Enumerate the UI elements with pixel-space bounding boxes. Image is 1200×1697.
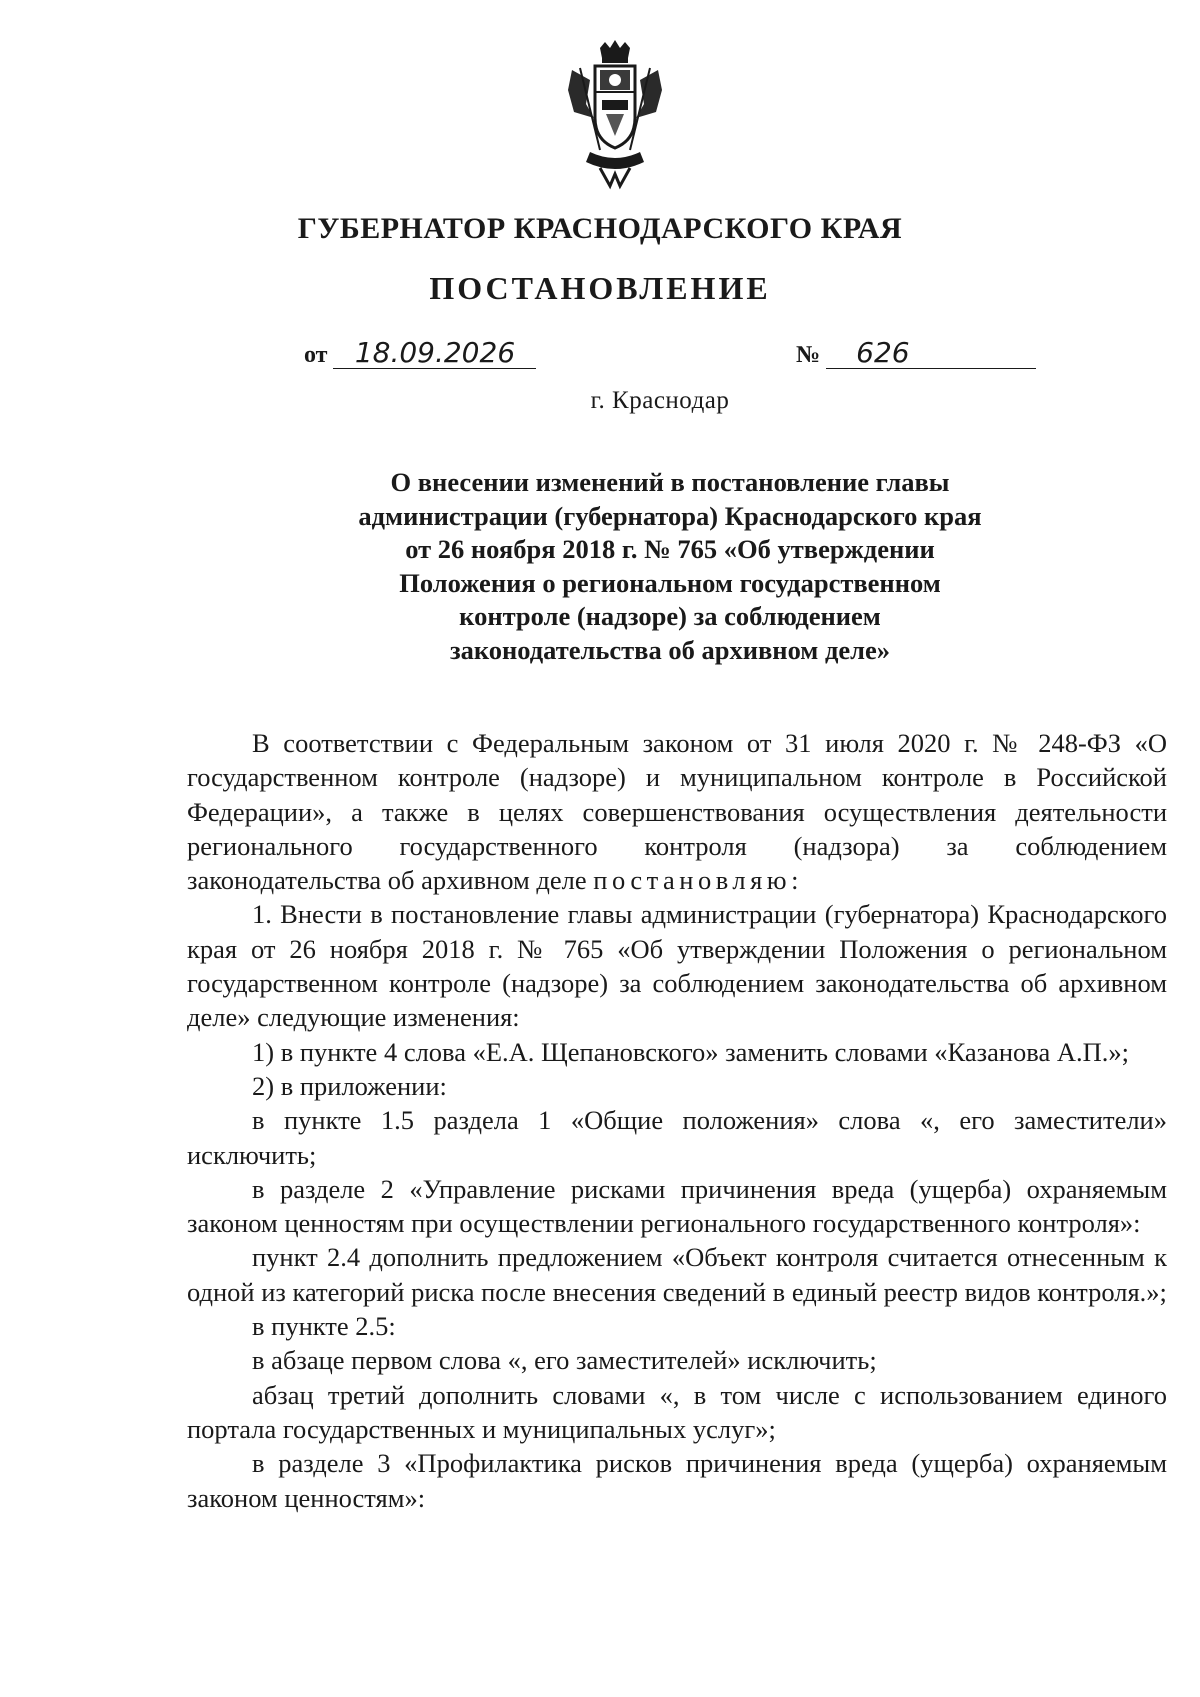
document-type: ПОСТАНОВЛЕНИЕ <box>429 270 771 306</box>
body-paragraph: в пункте 2.5: <box>252 1311 396 1342</box>
city: г. Краснодар <box>590 387 730 414</box>
decree-word: постановляю: <box>593 865 803 896</box>
document-number <box>796 338 1036 369</box>
title-line: Положения о региональном государственном <box>399 567 941 598</box>
body-paragraph: в разделе 2 «Управление рисками причинения вреда (ущерба) охраняемым законом ценностям при осуществлении регионального государственного контроля»: <box>187 1173 1167 1239</box>
body-paragraph: 1. Внести в постановление главы администрации (губернатора) Краснодарского края от 26 ноября 2018 г. № 765 «Об утверждении Положения о региональном государственном контроле (надзоре) за соблюдением законодательства об архивном деле» следующие изменения: <box>187 899 1167 1033</box>
document-date <box>304 338 536 369</box>
issuing-authority: ГУБЕРНАТОР КРАСНОДАРСКОГО КРАЯ <box>297 212 903 245</box>
title-line: О внесении изменений в постановление главы <box>390 467 950 497</box>
number-prefix: № <box>796 342 821 368</box>
body-paragraph: пункт 2.4 дополнить предложением «Объект контроля считается отнесенным к одной из категорий риска после внесения сведений в единый реестр видов контроля.»; <box>187 1242 1167 1307</box>
number-value: 626 <box>826 338 1036 369</box>
title-line: контроле (надзоре) за соблюдением <box>459 601 881 631</box>
date-prefix: от <box>304 342 328 368</box>
document-title <box>250 466 1090 667</box>
preamble-paragraph <box>187 726 1167 897</box>
coat-of-arms-icon <box>560 40 670 190</box>
body-paragraph: 1) в пункте 4 слова «Е.А. Щепановского» заменить словами «Казанова А.П.»; <box>252 1036 1129 1067</box>
body-paragraph: 2) в приложении: <box>252 1070 447 1101</box>
preamble-text: В соответствии с Федеральным законом от 31 июля 2020 г. № 248-ФЗ «О государственном контроле (надзоре) и муниципальном контроле в Российской Федерации», а также в целях совершенствования осуществления деятельности регионального государственного контроля (надзора) за соблюдением законодательства об архивном деле <box>187 728 1167 896</box>
title-line: от 26 ноября 2018 г. № 765 «Об утверждении <box>405 534 935 564</box>
body-paragraph: абзац третий дополнить словами «, в том числе с использованием единого портала государственных и муниципальных услуг»; <box>187 1379 1167 1444</box>
body-paragraph: в разделе 3 «Профилактика рисков причинения вреда (ущерба) охраняемым законом ценностям»: <box>187 1448 1167 1513</box>
document-body <box>187 726 1167 1515</box>
body-paragraph: в абзаце первом слова «, его заместителей» исключить; <box>252 1345 877 1376</box>
date-value: 18.09.2026 <box>333 338 536 369</box>
title-line: администрации (губернатора) Краснодарского края <box>358 500 982 531</box>
title-line: законодательства об архивном деле» <box>449 634 891 665</box>
body-paragraph: в пункте 1.5 раздела 1 «Общие положения» слова «, его заместители» исключить; <box>187 1105 1167 1170</box>
